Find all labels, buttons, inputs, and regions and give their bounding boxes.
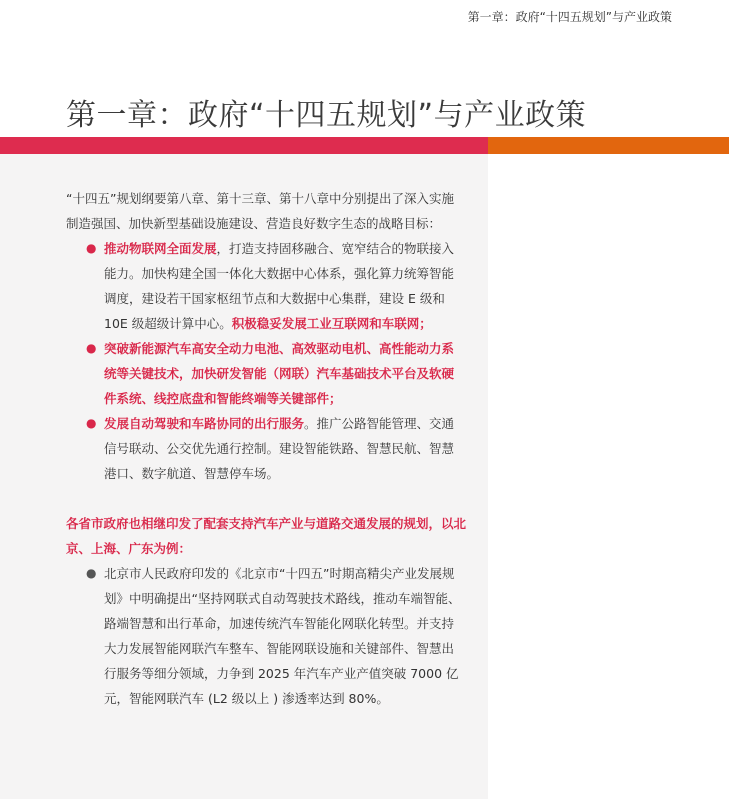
running-header: 第一章：政府“十四五规划”与产业政策 bbox=[467, 10, 672, 24]
bullet-highlight-tail: 积极稳妥发展工业互联网和车联网； bbox=[231, 316, 432, 331]
main-content bbox=[66, 186, 466, 711]
provinces-subheading: 各省市政府也相继印发了配套支持汽车产业与道路交通发展的规划，以北京、上海、广东为例： bbox=[66, 516, 467, 556]
bullet-highlight: 推动物联网全面发展 bbox=[104, 241, 217, 256]
accent-bar-red bbox=[0, 137, 488, 154]
list-item bbox=[66, 411, 466, 486]
bullet-text: ，打造支持固移融合、宽窄结合的物联接入能力。加快构建全国一体化大数据中心体系，强化算力统筹智能调度，建设若干国家枢纽节点和大数据中心集群，建设 E 级和 10E 级超级计算中心。 bbox=[104, 241, 455, 331]
bullet-highlight: 突破新能源汽车高安全动力电池、高效驱动电机、高性能动力系统等关键技术，加快研发智能（网联）汽车基础技术平台及软硬件系统、线控底盘和智能终端等关键部件； bbox=[104, 341, 455, 406]
strategy-bullet-list bbox=[66, 236, 466, 486]
bullet-dot-icon: ● bbox=[86, 416, 97, 430]
provinces-bullet-list bbox=[66, 561, 466, 711]
bullet-dot-icon: ● bbox=[86, 341, 97, 355]
bullet-text: 。推广公路智能管理、交通信号联动、公交优先通行控制。建设智能铁路、智慧民航、智慧港口、数字航道、智慧停车场。 bbox=[104, 416, 455, 481]
list-item bbox=[66, 336, 466, 411]
page-title: 第一章：政府“十四五规划”与产业政策 bbox=[66, 98, 587, 134]
intro-paragraph: “十四五”规划纲要第八章、第十三章、第十八章中分别提出了深入实施制造强国、加快新型基础设施建设、营造良好数字生态的战略目标： bbox=[66, 191, 454, 231]
list-item bbox=[66, 561, 466, 711]
list-item bbox=[66, 236, 466, 336]
bullet-dot-icon: ● bbox=[86, 566, 97, 580]
accent-bar-orange bbox=[488, 137, 729, 154]
bullet-highlight: 发展自动驾驶和车路协同的出行服务 bbox=[104, 416, 305, 431]
bullet-text: 北京市人民政府印发的《北京市“十四五”时期高精尖产业发展规划》中明确提出“坚持网联式自动驾驶技术路线，推动车端智能、路端智慧和出行革命，加速传统汽车智能化网联化转型。并支持大力发展智能网联汽车整车、智能网联设施和关键部件、智慧出行服务等细分领域，力争到 2025 年汽车产业产值突破 7000 亿元，智能网联汽车 (L2 级以上 ) 渗透率达到 80%。 bbox=[104, 566, 461, 706]
bullet-dot-icon: ● bbox=[86, 241, 97, 255]
